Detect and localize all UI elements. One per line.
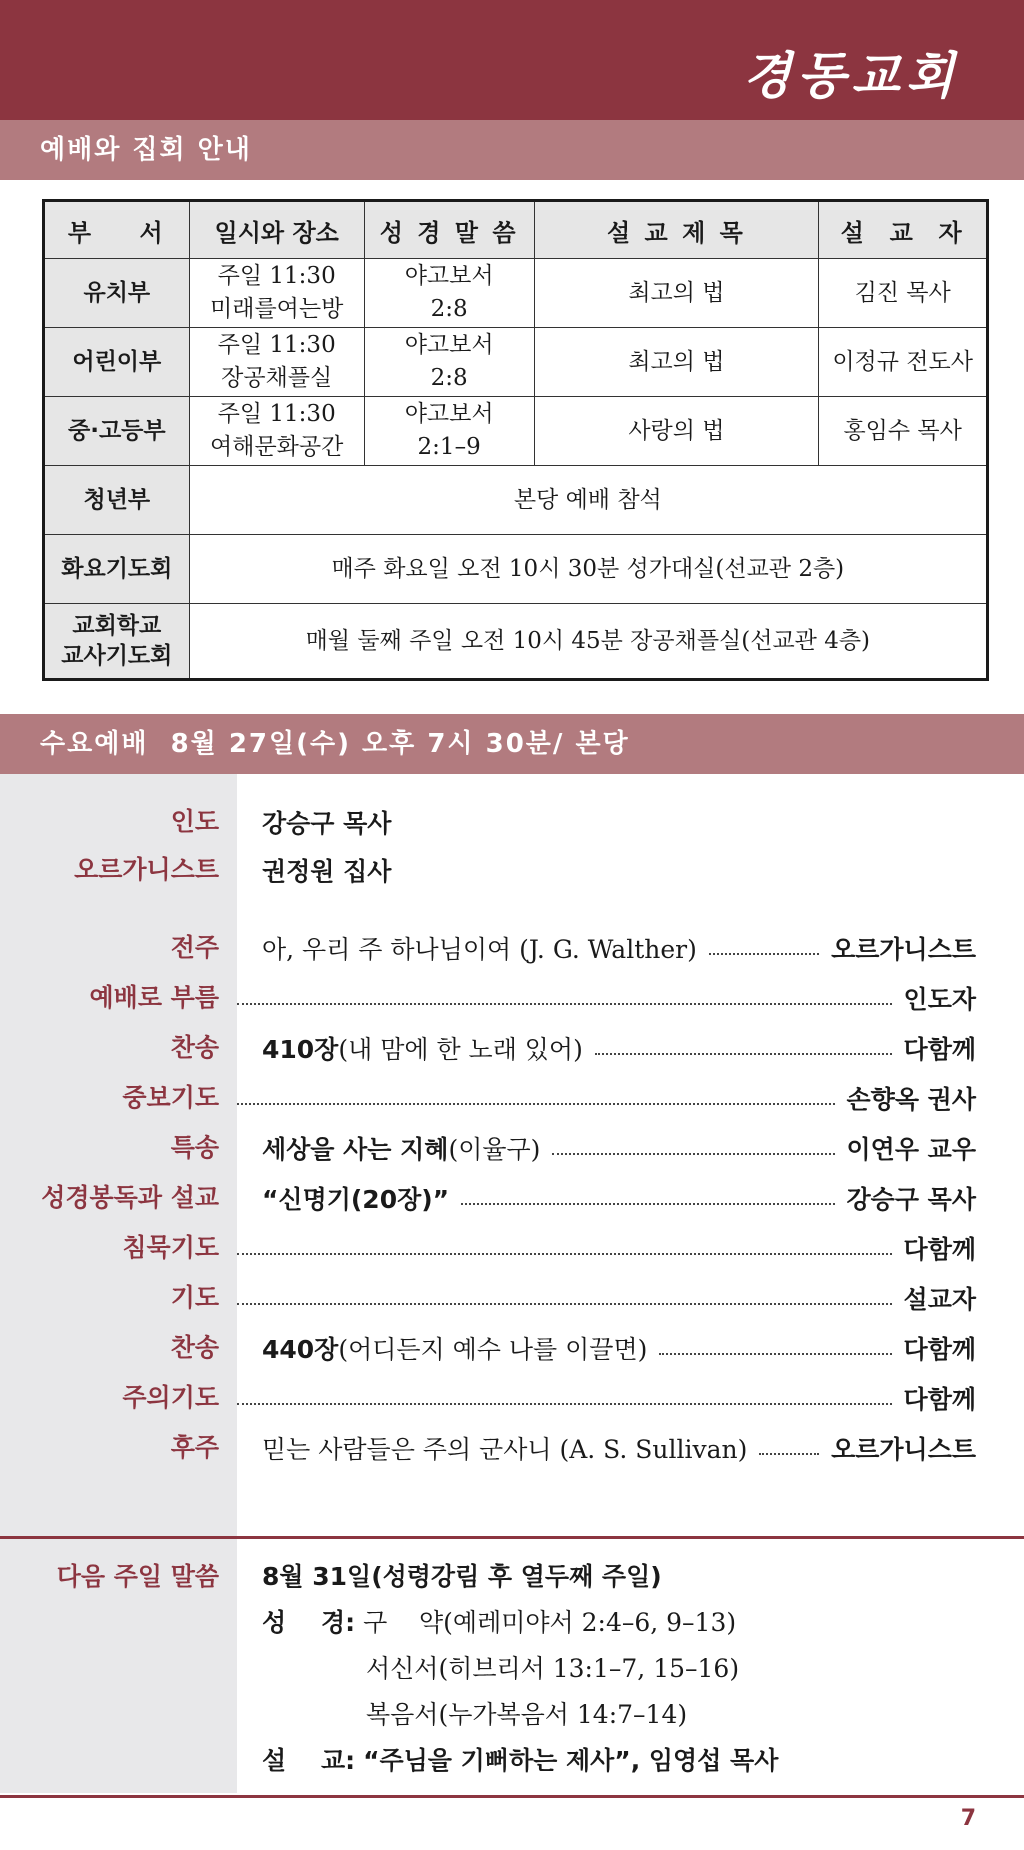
book: 야고보서 (404, 263, 494, 289)
dept-line: 교사기도회 (61, 643, 173, 669)
wednesday-section-band (0, 714, 1024, 774)
merged-info-cell: 매주 화요일 오전 10시 30분 성가대실(선교관 2층) (189, 535, 987, 604)
place: 여해문화공간 (210, 434, 344, 460)
leader-dots (759, 1453, 819, 1455)
sermon-label: 설 교: (262, 1746, 356, 1775)
table-row (44, 259, 988, 328)
verse: 2:8 (430, 296, 468, 322)
order-item-text: 믿는 사람들은 주의 군사니 (A. S. Sullivan) (262, 1435, 748, 1464)
time: 주일 11:30 (217, 263, 336, 289)
scripture-gospel: 복음서(누가복음서 14:7–14) (366, 1700, 688, 1729)
table-row (44, 604, 988, 680)
order-item (0, 1178, 1024, 1218)
book: 야고보서 (404, 401, 494, 427)
leader-dots (659, 1353, 891, 1355)
schedule-table (42, 199, 989, 681)
merged-info-cell: 매월 둘째 주일 오전 10시 45분 장공채플실(선교관 4층) (189, 604, 987, 680)
time: 주일 11:30 (217, 332, 336, 358)
order-item-label: 주의기도 (122, 1383, 219, 1412)
order-item-label: 전주 (170, 933, 219, 962)
order-item-performer: 오르가니스트 (831, 1435, 976, 1464)
next-sunday-section (0, 1539, 1024, 1793)
sermon-title-cell: 최고의 법 (534, 328, 819, 397)
order-item (0, 1128, 1024, 1168)
order-item (0, 1428, 1024, 1468)
order-item-performer: 설교자 (903, 1285, 976, 1314)
order-item-label: 후주 (170, 1433, 219, 1462)
order-item-performer: 다함께 (903, 1035, 976, 1064)
order-item-text: (이율구) (448, 1135, 541, 1164)
church-logo: 경동교회 (742, 46, 960, 105)
merged-info-cell: 본당 예배 참석 (189, 466, 987, 535)
place: 장공채플실 (221, 365, 333, 391)
bottom-divider (0, 1795, 1024, 1798)
dept-line: 교회학교 (72, 613, 162, 639)
order-item-performer: 다함께 (903, 1235, 976, 1264)
verse: 2:1–9 (417, 434, 481, 460)
leader-dots (237, 1003, 892, 1005)
order-item (0, 1278, 1024, 1318)
table-row (44, 466, 988, 535)
leader-dots (595, 1053, 892, 1055)
sermon-info: “주님을 기뻐하는 제사”, 임영섭 목사 (363, 1746, 779, 1775)
order-of-worship (0, 774, 1024, 1536)
scripture-cell (364, 259, 534, 328)
order-item-label: 특송 (170, 1133, 219, 1162)
time-place-cell (189, 259, 364, 328)
order-item-label: 찬송 (170, 1033, 219, 1062)
preacher-cell: 김진 목사 (819, 259, 988, 328)
leader-label: 인도 (170, 807, 219, 836)
place: 미래를여는방 (210, 296, 344, 322)
order-item (0, 1378, 1024, 1418)
col-header-dept: 부 서 (44, 201, 190, 259)
dept-cell: 화요기도회 (44, 535, 190, 604)
leader-dots (237, 1103, 835, 1105)
order-item-text: 아, 우리 주 하나님이여 (J. G. Walther) (262, 935, 697, 964)
leader-dots (237, 1403, 892, 1405)
leader-dots (709, 953, 819, 955)
next-sunday-date: 8월 31일(성령강림 후 열두째 주일) (262, 1562, 662, 1591)
order-item (0, 978, 1024, 1018)
schedule-section-band (0, 120, 1024, 180)
scripture-label: 성 경: (262, 1608, 356, 1637)
hymn-number: 410장 (262, 1035, 339, 1064)
scripture-cell (364, 328, 534, 397)
col-header-preacher: 설 교 자 (819, 201, 988, 259)
col-header-scripture: 성 경 말 씀 (364, 201, 534, 259)
leader-value: 권정원 집사 (262, 857, 392, 886)
time: 주일 11:30 (217, 401, 336, 427)
order-item-performer: 오르가니스트 (831, 935, 976, 964)
wednesday-section-title: 수요예배 8월 27일(수) 오후 7시 30분/ 본당 (40, 729, 630, 759)
leader-dots (461, 1203, 834, 1205)
dept-cell: 어린이부 (44, 328, 190, 397)
order-item-performer: 이연우 교우 (846, 1135, 976, 1164)
scripture-ot: (예레미야서 2:4–6, 9–13) (443, 1608, 737, 1637)
next-sunday-label: 다음 주일 말씀 (56, 1562, 219, 1591)
time-place-cell (189, 328, 364, 397)
order-item-text: (어디든지 예수 나를 이끌면) (338, 1335, 648, 1364)
order-item-label: 예배로 부름 (89, 983, 219, 1012)
schedule-section-title: 예배와 집회 안내 (40, 135, 252, 165)
order-item (0, 1078, 1024, 1118)
sermon-title: “신명기(20장)” (262, 1185, 450, 1214)
leader-row (0, 802, 1024, 842)
order-item-performer: 강승구 목사 (846, 1185, 976, 1214)
scripture-epistle: 서신서(히브리서 13:1–7, 15–16) (366, 1654, 740, 1683)
order-item-text: (내 맘에 한 노래 있어) (338, 1035, 583, 1064)
leader-dots (552, 1153, 834, 1155)
order-item-label: 찬송 (170, 1333, 219, 1362)
order-item-performer: 다함께 (903, 1335, 976, 1364)
order-item-performer: 다함께 (903, 1385, 976, 1414)
order-item-label: 기도 (170, 1283, 219, 1312)
order-item (0, 1328, 1024, 1368)
col-header-time: 일시와 장소 (189, 201, 364, 259)
leader-dots (237, 1253, 892, 1255)
order-item-label: 중보기도 (122, 1083, 219, 1112)
time-place-cell (189, 397, 364, 466)
dept-cell (44, 604, 190, 680)
leader-label: 오르가니스트 (74, 855, 219, 884)
dept-cell: 중·고등부 (44, 397, 190, 466)
page-header (0, 0, 1024, 120)
scripture-ot-label: 구 약 (363, 1608, 444, 1637)
table-row (44, 397, 988, 466)
order-item-performer: 인도자 (903, 985, 976, 1014)
sermon-line (262, 1741, 778, 1777)
book: 야고보서 (404, 332, 494, 358)
sermon-title-cell: 사랑의 법 (534, 397, 819, 466)
order-item (0, 1228, 1024, 1268)
order-item-label: 침묵기도 (122, 1233, 219, 1262)
leader-dots (237, 1303, 892, 1305)
order-item (0, 928, 1024, 968)
verse: 2:8 (430, 365, 468, 391)
preacher-cell: 홍임수 목사 (819, 397, 988, 466)
hymn-number: 440장 (262, 1335, 339, 1364)
table-row (44, 535, 988, 604)
special-song-title: 세상을 사는 지혜 (262, 1135, 449, 1164)
page-number: 7 (960, 1806, 976, 1831)
scripture-ot-line (262, 1603, 736, 1639)
table-row (44, 328, 988, 397)
sermon-title-cell: 최고의 법 (534, 259, 819, 328)
schedule-header-row (44, 201, 988, 259)
col-header-title: 설 교 제 목 (534, 201, 819, 259)
order-item (0, 1028, 1024, 1068)
leader-row (0, 850, 1024, 890)
scripture-cell (364, 397, 534, 466)
dept-cell: 청년부 (44, 466, 190, 535)
order-item-performer: 손향옥 권사 (846, 1085, 976, 1114)
order-item-label: 성경봉독과 설교 (41, 1183, 219, 1212)
dept-cell: 유치부 (44, 259, 190, 328)
preacher-cell: 이정규 전도사 (819, 328, 988, 397)
leader-value: 강승구 목사 (262, 809, 392, 838)
